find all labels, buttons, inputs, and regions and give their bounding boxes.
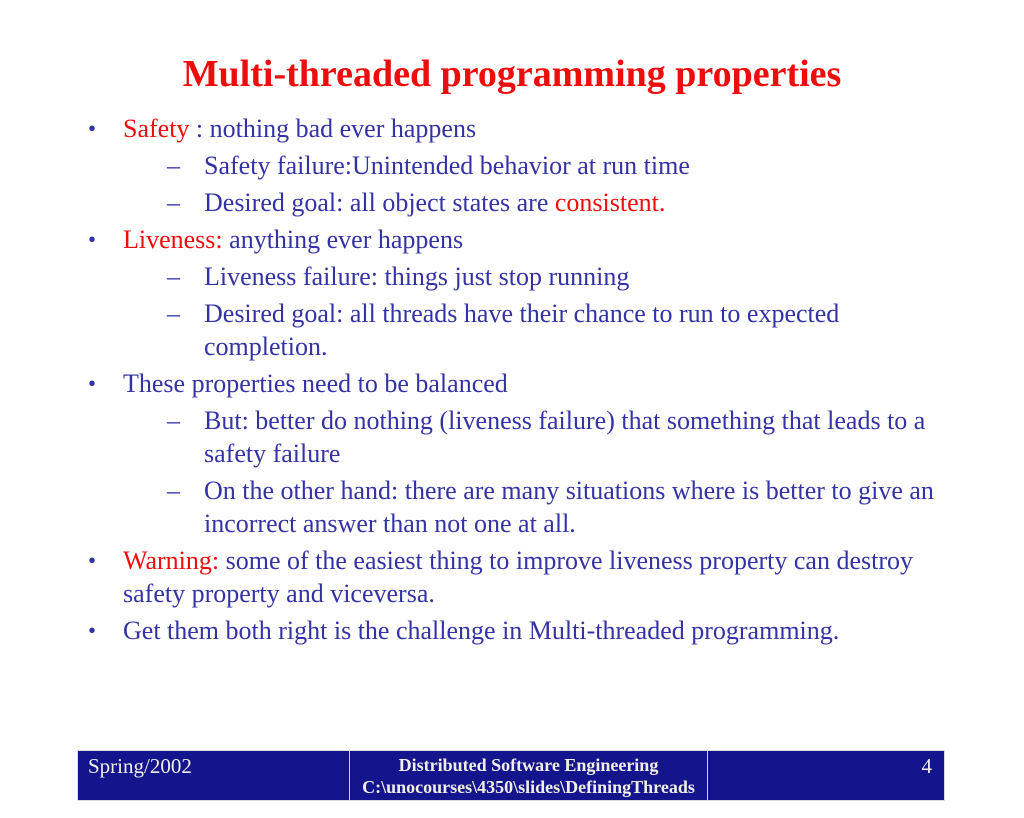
footer-bar (77, 750, 945, 801)
dash-icon: – (167, 476, 180, 505)
dash-icon: – (167, 151, 180, 180)
slide-title: Multi-threaded programming properties (182, 53, 842, 95)
footer-course-title: Distributed Software Engineering (398, 755, 659, 775)
sub-bullet-liveness-goal (167, 297, 1024, 363)
bullet-text: These properties need to be balanced (123, 369, 508, 398)
sub-bullet-other-hand (167, 474, 1024, 540)
bullet-item-balanced (88, 367, 1024, 400)
dash-icon: – (167, 406, 180, 435)
dash-icon: – (167, 262, 180, 291)
slide-body (0, 112, 1024, 647)
sub-bullet-safety-failure (167, 149, 1024, 182)
sub-bullet-but (167, 404, 1024, 470)
bullet-text: Liveness: anything ever happens (123, 225, 464, 254)
footer-semester: Spring/2002 (78, 751, 350, 800)
bullet-item-challenge (88, 614, 1024, 647)
bullet-dot-icon: • (88, 116, 97, 141)
bullet-dot-icon: • (88, 618, 97, 643)
bullet-dot-icon: • (88, 548, 97, 573)
bullet-text: On the other hand: there are many situations where is better to give an incorrect answer than not one at all. (204, 476, 934, 538)
bullet-text: Liveness failure: things just stop running (204, 262, 630, 291)
bullet-dot-icon: • (88, 227, 97, 252)
dash-icon: – (167, 299, 180, 328)
dash-icon: – (167, 188, 180, 217)
bullet-text: Get them both right is the challenge in Multi-threaded programming. (123, 616, 840, 645)
bullet-text: Desired goal: all object states are consistent. (204, 188, 666, 217)
bullet-item-safety (88, 112, 1024, 145)
bullet-text: Desired goal: all threads have their chance to run to expected completion. (204, 299, 840, 361)
footer-page-number: 4 (921, 754, 932, 778)
bullet-text: But: better do nothing (liveness failure) that something that leads to a safety failure (204, 406, 926, 468)
bullet-dot-icon: • (88, 371, 97, 396)
bullet-text: Safety failure:Unintended behavior at run time (204, 151, 690, 180)
bullet-text: Safety : nothing bad ever happens (123, 114, 477, 143)
footer-file-path: C:\unocourses\4350\slides\DefiningThreads (362, 777, 695, 797)
bullet-item-liveness (88, 223, 1024, 256)
bullet-text: Warning: some of the easiest thing to improve liveness property can destroy safety property and viceversa. (123, 546, 913, 608)
sub-bullet-safety-goal (167, 186, 1024, 219)
bullet-item-warning (88, 544, 1024, 610)
sub-bullet-liveness-failure (167, 260, 1024, 293)
footer-center (350, 751, 708, 800)
